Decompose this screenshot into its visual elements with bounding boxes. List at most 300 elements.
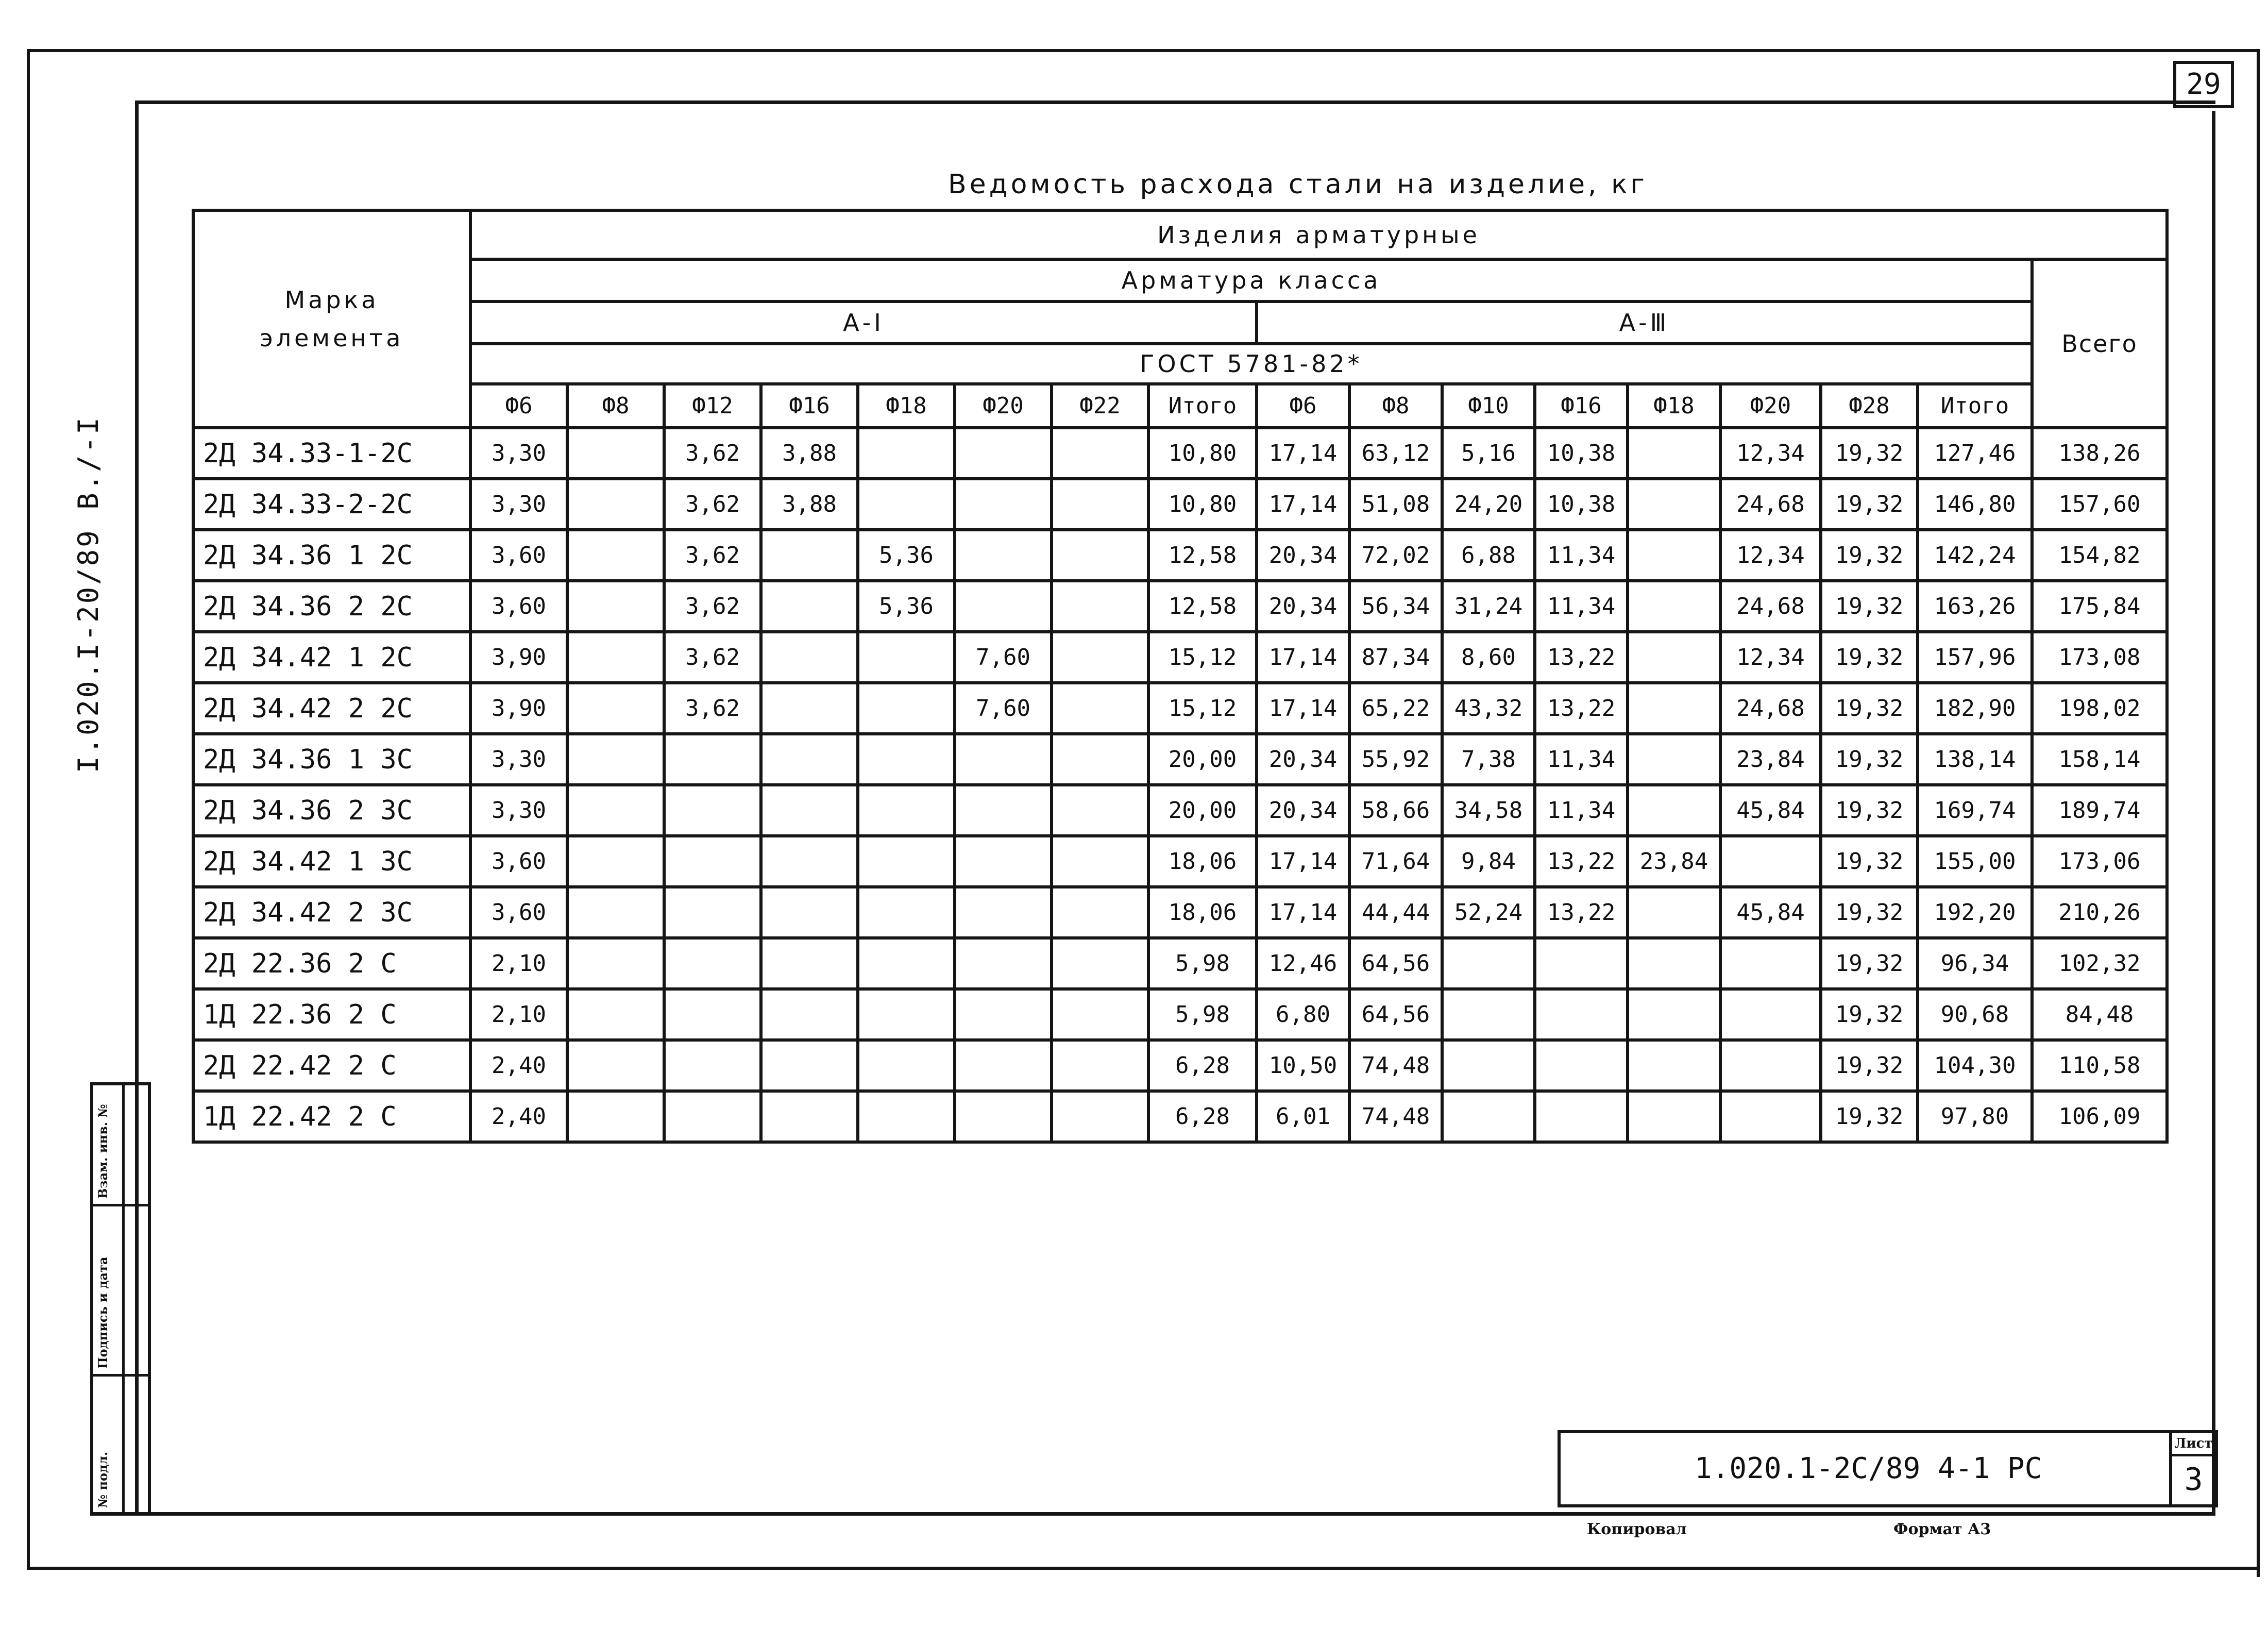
side-stamp-label-1: Взам. инв. № bbox=[95, 1104, 110, 1199]
a1-value-cell: 3,60 bbox=[470, 887, 567, 938]
a1-value-cell bbox=[1052, 989, 1148, 1040]
element-mark: 2Д 22.42 2 С bbox=[193, 1040, 470, 1091]
a1-value-cell bbox=[761, 938, 858, 989]
a3-value-cell bbox=[1535, 1091, 1628, 1142]
a1-value-cell bbox=[664, 938, 761, 989]
outer-frame-left bbox=[27, 49, 30, 1569]
a1-value-cell: 5,36 bbox=[858, 581, 955, 632]
a3-value-cell: 20,34 bbox=[1257, 734, 1349, 785]
a1-value-cell bbox=[858, 938, 955, 989]
a3-value-cell: 31,24 bbox=[1442, 581, 1535, 632]
a3-diameter-header: Итого bbox=[1918, 384, 2032, 428]
a1-value-cell bbox=[664, 1040, 761, 1091]
a1-value-cell bbox=[567, 887, 664, 938]
a3-value-cell: 56,34 bbox=[1349, 581, 1442, 632]
a3-value-cell: 17,14 bbox=[1257, 479, 1349, 530]
a3-value-cell: 138,14 bbox=[1918, 734, 2032, 785]
side-stamp-label-2: Подпись и дата bbox=[95, 1256, 110, 1369]
total-cell: 110,58 bbox=[2032, 1040, 2167, 1091]
a3-value-cell bbox=[1628, 683, 1720, 734]
a1-value-cell: 7,60 bbox=[955, 632, 1052, 683]
element-mark: 2Д 22.36 2 С bbox=[193, 938, 470, 989]
total-cell: 198,02 bbox=[2032, 683, 2167, 734]
table-row bbox=[193, 683, 2167, 734]
table-body bbox=[193, 428, 2167, 1142]
a3-value-cell: 24,68 bbox=[1720, 683, 1821, 734]
a1-value-cell bbox=[567, 479, 664, 530]
a3-value-cell: 20,34 bbox=[1257, 785, 1349, 836]
a1-value-cell bbox=[858, 734, 955, 785]
element-mark: 2Д 34.36 2 2С bbox=[193, 581, 470, 632]
a3-value-cell: 157,96 bbox=[1918, 632, 2032, 683]
a3-value-cell bbox=[1628, 428, 1720, 479]
a1-value-cell bbox=[1052, 479, 1148, 530]
a3-diameter-header: Ф16 bbox=[1535, 384, 1628, 428]
a3-value-cell bbox=[1628, 1040, 1720, 1091]
a3-value-cell: 12,34 bbox=[1720, 530, 1821, 581]
a1-value-cell bbox=[567, 734, 664, 785]
a3-value-cell: 45,84 bbox=[1720, 887, 1821, 938]
a3-diameter-header: Ф18 bbox=[1628, 384, 1720, 428]
a3-diameter-header: Ф10 bbox=[1442, 384, 1535, 428]
a3-value-cell bbox=[1535, 989, 1628, 1040]
a3-value-cell: 64,56 bbox=[1349, 938, 1442, 989]
a1-value-cell: 2,10 bbox=[470, 989, 567, 1040]
a3-value-cell: 19,32 bbox=[1821, 530, 1918, 581]
a3-value-cell: 182,90 bbox=[1918, 683, 2032, 734]
a1-value-cell: 3,30 bbox=[470, 785, 567, 836]
a1-value-cell bbox=[1052, 581, 1148, 632]
side-code: I.020.I-20/89 B./-I bbox=[72, 415, 105, 773]
a3-value-cell: 52,24 bbox=[1442, 887, 1535, 938]
a3-value-cell: 146,80 bbox=[1918, 479, 2032, 530]
a3-value-cell: 63,12 bbox=[1349, 428, 1442, 479]
table-row bbox=[193, 785, 2167, 836]
total-cell: 173,06 bbox=[2032, 836, 2167, 887]
side-stamp-label-3: № подл. bbox=[95, 1451, 110, 1508]
a1-value-cell: 2,40 bbox=[470, 1091, 567, 1142]
a3-value-cell: 43,32 bbox=[1442, 683, 1535, 734]
mark-header-line2: элемента bbox=[260, 324, 404, 352]
total-cell: 157,60 bbox=[2032, 479, 2167, 530]
a1-value-cell bbox=[955, 938, 1052, 989]
a1-value-cell bbox=[761, 1091, 858, 1142]
total-cell: 154,82 bbox=[2032, 530, 2167, 581]
a1-value-cell: 3,62 bbox=[664, 581, 761, 632]
a1-value-cell: 3,62 bbox=[664, 632, 761, 683]
a3-value-cell: 74,48 bbox=[1349, 1091, 1442, 1142]
a1-value-cell bbox=[761, 683, 858, 734]
table-row bbox=[193, 428, 2167, 479]
a3-value-cell bbox=[1720, 989, 1821, 1040]
outer-frame-right bbox=[2257, 49, 2260, 1577]
a3-value-cell: 23,84 bbox=[1628, 836, 1720, 887]
a1-value-cell bbox=[664, 887, 761, 938]
a1-value-cell: 10,80 bbox=[1148, 479, 1257, 530]
a3-value-cell bbox=[1628, 530, 1720, 581]
a3-value-cell: 12,46 bbox=[1257, 938, 1349, 989]
a3-value-cell: 97,80 bbox=[1918, 1091, 2032, 1142]
inner-frame-bottom bbox=[90, 1512, 2215, 1516]
table-row bbox=[193, 989, 2167, 1040]
a1-diameter-header: Ф6 bbox=[470, 384, 567, 428]
total-cell: 175,84 bbox=[2032, 581, 2167, 632]
a3-value-cell: 10,38 bbox=[1535, 479, 1628, 530]
a1-diameter-header: Ф12 bbox=[664, 384, 761, 428]
a3-value-cell: 20,34 bbox=[1257, 530, 1349, 581]
a3-value-cell: 13,22 bbox=[1535, 632, 1628, 683]
a3-diameter-header: Ф20 bbox=[1720, 384, 1821, 428]
a3-value-cell: 10,38 bbox=[1535, 428, 1628, 479]
table-row bbox=[193, 1040, 2167, 1091]
a1-diameter-header: Ф22 bbox=[1052, 384, 1148, 428]
a3-value-cell: 13,22 bbox=[1535, 683, 1628, 734]
a3-value-cell bbox=[1442, 1040, 1535, 1091]
a1-value-cell: 3,88 bbox=[761, 428, 858, 479]
element-mark: 1Д 22.42 2 С bbox=[193, 1091, 470, 1142]
a3-value-cell: 19,32 bbox=[1821, 1091, 1918, 1142]
a1-value-cell bbox=[761, 734, 858, 785]
a3-value-cell: 11,34 bbox=[1535, 785, 1628, 836]
a1-value-cell bbox=[858, 989, 955, 1040]
a1-value-cell bbox=[955, 581, 1052, 632]
a1-value-cell: 3,30 bbox=[470, 428, 567, 479]
a1-value-cell: 3,30 bbox=[470, 479, 567, 530]
a1-value-cell: 3,62 bbox=[664, 683, 761, 734]
a3-value-cell: 24,20 bbox=[1442, 479, 1535, 530]
a3-value-cell: 19,32 bbox=[1821, 785, 1918, 836]
a3-value-cell: 24,68 bbox=[1720, 581, 1821, 632]
table-title: Ведомость расхода стали на изделие, кг bbox=[948, 169, 1648, 200]
a3-value-cell: 90,68 bbox=[1918, 989, 2032, 1040]
a3-value-cell: 12,34 bbox=[1720, 428, 1821, 479]
a3-value-cell bbox=[1628, 887, 1720, 938]
a3-value-cell: 55,92 bbox=[1349, 734, 1442, 785]
a1-value-cell: 5,36 bbox=[858, 530, 955, 581]
a3-value-cell: 34,58 bbox=[1442, 785, 1535, 836]
a1-value-cell: 3,90 bbox=[470, 683, 567, 734]
a3-value-cell: 64,56 bbox=[1349, 989, 1442, 1040]
a1-value-cell bbox=[1052, 1040, 1148, 1091]
a3-value-cell: 51,08 bbox=[1349, 479, 1442, 530]
a3-value-cell: 6,80 bbox=[1257, 989, 1349, 1040]
class-a3-header: А-Ⅲ bbox=[1257, 301, 2032, 344]
total-cell: 173,08 bbox=[2032, 632, 2167, 683]
a1-value-cell bbox=[858, 428, 955, 479]
a1-value-cell bbox=[664, 989, 761, 1040]
a1-value-cell: 5,98 bbox=[1148, 938, 1257, 989]
a1-value-cell bbox=[567, 1040, 664, 1091]
a1-value-cell: 3,60 bbox=[470, 530, 567, 581]
a3-value-cell: 17,14 bbox=[1257, 887, 1349, 938]
a1-value-cell bbox=[761, 530, 858, 581]
element-mark: 2Д 34.33-2-2С bbox=[193, 479, 470, 530]
table-row bbox=[193, 734, 2167, 785]
a1-value-cell bbox=[567, 683, 664, 734]
a3-value-cell: 20,34 bbox=[1257, 581, 1349, 632]
format-label: Формат А3 bbox=[1893, 1520, 1991, 1538]
a3-value-cell: 19,32 bbox=[1821, 1040, 1918, 1091]
class-a1-header: А-I bbox=[470, 301, 1257, 344]
doc-code: 1.020.1-2С/89 4-1 РС bbox=[1695, 1452, 2042, 1485]
a3-value-cell: 23,84 bbox=[1720, 734, 1821, 785]
a1-value-cell: 3,60 bbox=[470, 836, 567, 887]
steel-consumption-table bbox=[192, 209, 2169, 1144]
reinforcement-class-header: Арматура класса bbox=[470, 259, 2032, 301]
a3-value-cell bbox=[1628, 581, 1720, 632]
a3-value-cell: 58,66 bbox=[1349, 785, 1442, 836]
a3-value-cell: 9,84 bbox=[1442, 836, 1535, 887]
total-cell: 106,09 bbox=[2032, 1091, 2167, 1142]
a3-value-cell: 74,48 bbox=[1349, 1040, 1442, 1091]
a1-value-cell bbox=[567, 836, 664, 887]
a1-value-cell: 20,00 bbox=[1148, 785, 1257, 836]
a3-value-cell: 24,68 bbox=[1720, 479, 1821, 530]
a3-value-cell: 17,14 bbox=[1257, 632, 1349, 683]
a3-value-cell: 163,26 bbox=[1918, 581, 2032, 632]
a3-value-cell: 155,00 bbox=[1918, 836, 2032, 887]
element-mark: 1Д 22.36 2 С bbox=[193, 989, 470, 1040]
a3-value-cell: 17,14 bbox=[1257, 683, 1349, 734]
a1-value-cell bbox=[1052, 734, 1148, 785]
a3-value-cell: 19,32 bbox=[1821, 581, 1918, 632]
a1-value-cell: 3,62 bbox=[664, 428, 761, 479]
a3-value-cell bbox=[1720, 938, 1821, 989]
a1-value-cell bbox=[955, 836, 1052, 887]
a3-value-cell: 44,44 bbox=[1349, 887, 1442, 938]
mark-header bbox=[193, 210, 470, 428]
a3-value-cell: 127,46 bbox=[1918, 428, 2032, 479]
a3-value-cell bbox=[1720, 1091, 1821, 1142]
table-row bbox=[193, 632, 2167, 683]
a1-value-cell: 3,62 bbox=[664, 530, 761, 581]
a1-value-cell bbox=[761, 887, 858, 938]
a3-value-cell: 19,32 bbox=[1821, 887, 1918, 938]
a1-value-cell bbox=[858, 887, 955, 938]
a3-value-cell: 71,64 bbox=[1349, 836, 1442, 887]
a1-diameter-header: Итого bbox=[1148, 384, 1257, 428]
a1-value-cell: 3,62 bbox=[664, 479, 761, 530]
products-header: Изделия арматурные bbox=[470, 210, 2167, 259]
total-cell: 102,32 bbox=[2032, 938, 2167, 989]
a3-value-cell: 169,74 bbox=[1918, 785, 2032, 836]
a3-value-cell: 5,16 bbox=[1442, 428, 1535, 479]
table-row bbox=[193, 836, 2167, 887]
a3-value-cell: 45,84 bbox=[1720, 785, 1821, 836]
a1-value-cell bbox=[858, 479, 955, 530]
a3-value-cell: 104,30 bbox=[1918, 1040, 2032, 1091]
a3-diameter-header: Ф28 bbox=[1821, 384, 1918, 428]
total-cell: 210,26 bbox=[2032, 887, 2167, 938]
a1-value-cell bbox=[761, 785, 858, 836]
a1-value-cell bbox=[1052, 428, 1148, 479]
a1-value-cell: 3,60 bbox=[470, 581, 567, 632]
a1-value-cell bbox=[567, 428, 664, 479]
element-mark: 2Д 34.36 1 3С bbox=[193, 734, 470, 785]
a1-value-cell: 2,10 bbox=[470, 938, 567, 989]
a1-value-cell bbox=[1052, 530, 1148, 581]
a1-diameter-header: Ф18 bbox=[858, 384, 955, 428]
a1-value-cell bbox=[955, 1091, 1052, 1142]
a3-value-cell: 6,01 bbox=[1257, 1091, 1349, 1142]
a1-value-cell: 10,80 bbox=[1148, 428, 1257, 479]
a1-value-cell: 7,60 bbox=[955, 683, 1052, 734]
a3-value-cell: 65,22 bbox=[1349, 683, 1442, 734]
sheet-label: Лист bbox=[2172, 1433, 2215, 1456]
a1-value-cell bbox=[955, 734, 1052, 785]
a1-value-cell bbox=[567, 989, 664, 1040]
a1-value-cell bbox=[1052, 785, 1148, 836]
sheet-value: 3 bbox=[2184, 1462, 2203, 1498]
total-cell: 158,14 bbox=[2032, 734, 2167, 785]
a3-value-cell: 19,32 bbox=[1821, 428, 1918, 479]
total-cell: 189,74 bbox=[2032, 785, 2167, 836]
a1-value-cell bbox=[858, 836, 955, 887]
a1-value-cell bbox=[955, 887, 1052, 938]
a3-value-cell: 87,34 bbox=[1349, 632, 1442, 683]
a3-value-cell: 11,34 bbox=[1535, 734, 1628, 785]
a1-value-cell bbox=[1052, 836, 1148, 887]
a1-value-cell bbox=[664, 836, 761, 887]
total-all-header: Всего bbox=[2032, 259, 2167, 428]
a1-value-cell bbox=[858, 1040, 955, 1091]
a3-diameter-header: Ф6 bbox=[1257, 384, 1349, 428]
a3-value-cell bbox=[1628, 632, 1720, 683]
a3-value-cell bbox=[1720, 836, 1821, 887]
a3-value-cell bbox=[1628, 989, 1720, 1040]
a3-value-cell: 19,32 bbox=[1821, 479, 1918, 530]
element-mark: 2Д 34.42 1 2С bbox=[193, 632, 470, 683]
a1-value-cell bbox=[567, 632, 664, 683]
a1-value-cell bbox=[761, 581, 858, 632]
table-row bbox=[193, 938, 2167, 989]
a3-value-cell: 11,34 bbox=[1535, 581, 1628, 632]
a3-value-cell: 17,14 bbox=[1257, 836, 1349, 887]
a3-value-cell bbox=[1628, 938, 1720, 989]
a1-value-cell bbox=[761, 1040, 858, 1091]
a1-value-cell: 6,28 bbox=[1148, 1040, 1257, 1091]
outer-frame-top bbox=[27, 49, 2258, 52]
total-cell: 84,48 bbox=[2032, 989, 2167, 1040]
a1-diameter-header: Ф16 bbox=[761, 384, 858, 428]
a3-value-cell: 8,60 bbox=[1442, 632, 1535, 683]
a3-value-cell bbox=[1628, 479, 1720, 530]
table-row bbox=[193, 887, 2167, 938]
a1-value-cell bbox=[858, 785, 955, 836]
table-row bbox=[193, 581, 2167, 632]
a1-value-cell bbox=[955, 530, 1052, 581]
a3-value-cell: 19,32 bbox=[1821, 632, 1918, 683]
a1-value-cell bbox=[761, 836, 858, 887]
a1-value-cell bbox=[955, 989, 1052, 1040]
element-mark: 2Д 34.36 1 2С bbox=[193, 530, 470, 581]
a3-value-cell: 12,34 bbox=[1720, 632, 1821, 683]
a1-value-cell bbox=[858, 632, 955, 683]
a1-value-cell: 6,28 bbox=[1148, 1091, 1257, 1142]
inner-frame-right bbox=[2212, 111, 2215, 1515]
a1-value-cell: 2,40 bbox=[470, 1040, 567, 1091]
a1-value-cell bbox=[567, 581, 664, 632]
a1-value-cell: 3,88 bbox=[761, 479, 858, 530]
a1-value-cell bbox=[567, 530, 664, 581]
a3-value-cell: 6,88 bbox=[1442, 530, 1535, 581]
a3-value-cell bbox=[1628, 785, 1720, 836]
sheet-number-box bbox=[2173, 61, 2234, 108]
a3-value-cell: 19,32 bbox=[1821, 938, 1918, 989]
element-mark: 2Д 34.33-1-2С bbox=[193, 428, 470, 479]
a1-value-cell bbox=[761, 632, 858, 683]
a1-value-cell bbox=[567, 1091, 664, 1142]
a1-diameter-header: Ф8 bbox=[567, 384, 664, 428]
a3-diameter-header: Ф8 bbox=[1349, 384, 1442, 428]
a1-value-cell bbox=[1052, 632, 1148, 683]
a3-value-cell bbox=[1628, 1091, 1720, 1142]
gost-header: ГОСТ 5781-82* bbox=[470, 344, 2032, 384]
a3-value-cell: 13,22 bbox=[1535, 836, 1628, 887]
a3-value-cell bbox=[1720, 1040, 1821, 1091]
table-row bbox=[193, 530, 2167, 581]
a3-value-cell bbox=[1628, 734, 1720, 785]
a3-value-cell bbox=[1535, 1040, 1628, 1091]
a1-value-cell bbox=[761, 989, 858, 1040]
a1-value-cell: 18,06 bbox=[1148, 836, 1257, 887]
a1-value-cell: 3,30 bbox=[470, 734, 567, 785]
a1-value-cell bbox=[664, 1091, 761, 1142]
a1-value-cell: 15,12 bbox=[1148, 683, 1257, 734]
a1-value-cell: 18,06 bbox=[1148, 887, 1257, 938]
a1-value-cell bbox=[858, 1091, 955, 1142]
a3-value-cell: 7,38 bbox=[1442, 734, 1535, 785]
title-block bbox=[1558, 1430, 2191, 1507]
mark-header-line1: Марка bbox=[284, 286, 379, 314]
a1-value-cell bbox=[664, 734, 761, 785]
sheet-box bbox=[2169, 1430, 2218, 1507]
a1-value-cell bbox=[1052, 887, 1148, 938]
a1-value-cell bbox=[955, 1040, 1052, 1091]
a3-value-cell: 19,32 bbox=[1821, 836, 1918, 887]
a3-value-cell bbox=[1442, 938, 1535, 989]
a1-value-cell: 20,00 bbox=[1148, 734, 1257, 785]
side-stamp bbox=[90, 1082, 151, 1515]
a1-value-cell: 5,98 bbox=[1148, 989, 1257, 1040]
diameter-header-row bbox=[193, 384, 2167, 428]
copied-label: Копировал bbox=[1587, 1520, 1687, 1538]
element-mark: 2Д 34.42 2 2С bbox=[193, 683, 470, 734]
a1-value-cell bbox=[567, 785, 664, 836]
a3-value-cell bbox=[1442, 989, 1535, 1040]
a1-value-cell bbox=[1052, 938, 1148, 989]
a1-value-cell: 12,58 bbox=[1148, 581, 1257, 632]
element-mark: 2Д 34.42 1 3С bbox=[193, 836, 470, 887]
a3-value-cell: 19,32 bbox=[1821, 734, 1918, 785]
a3-value-cell: 10,50 bbox=[1257, 1040, 1349, 1091]
total-cell: 138,26 bbox=[2032, 428, 2167, 479]
a3-value-cell: 19,32 bbox=[1821, 989, 1918, 1040]
a3-value-cell bbox=[1442, 1091, 1535, 1142]
a1-value-cell bbox=[955, 785, 1052, 836]
a3-value-cell: 72,02 bbox=[1349, 530, 1442, 581]
a1-value-cell: 12,58 bbox=[1148, 530, 1257, 581]
a3-value-cell bbox=[1535, 938, 1628, 989]
a1-value-cell bbox=[955, 479, 1052, 530]
a3-value-cell: 192,20 bbox=[1918, 887, 2032, 938]
element-mark: 2Д 34.42 2 3С bbox=[193, 887, 470, 938]
a1-value-cell bbox=[567, 938, 664, 989]
a1-value-cell bbox=[664, 785, 761, 836]
a3-value-cell: 13,22 bbox=[1535, 887, 1628, 938]
a1-value-cell: 3,90 bbox=[470, 632, 567, 683]
a3-value-cell: 142,24 bbox=[1918, 530, 2032, 581]
